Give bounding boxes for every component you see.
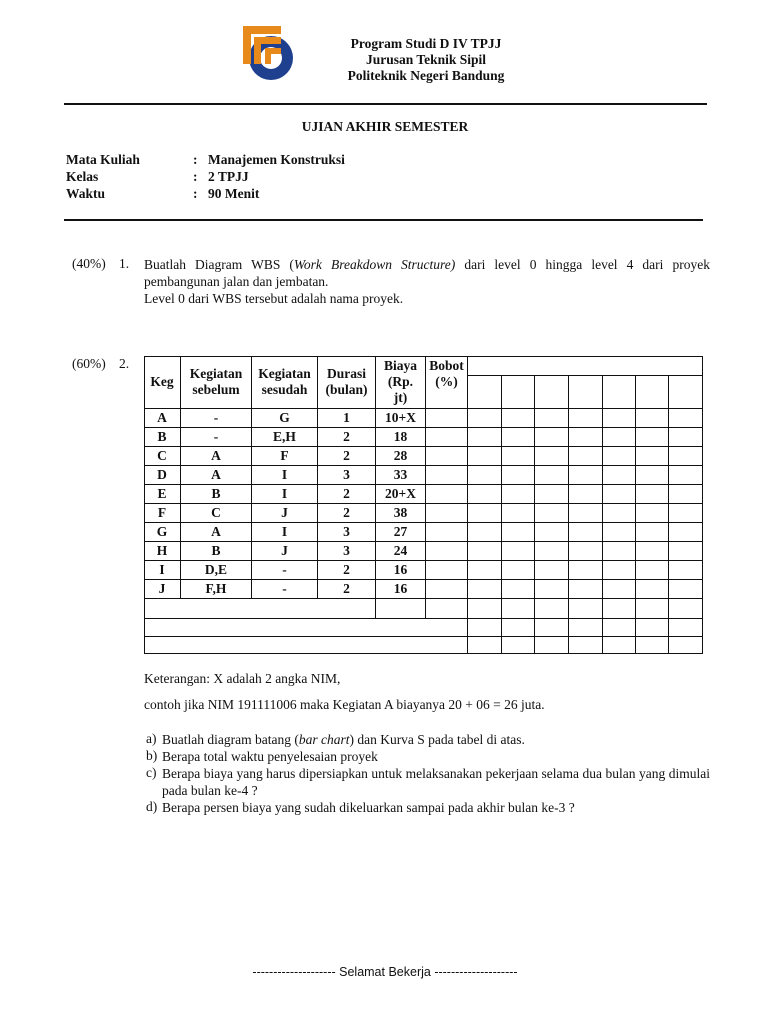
table-cell-keg: I [159,562,165,577]
info-value-time: 90 Menit [208,186,260,201]
table-cell-durasi: 2 [343,581,350,596]
question-1-text-b: dari level 0 hingga level 4 dari proyek pembangunan jalan dan jembatan. [144,257,710,289]
table-cell-kegiatan-sebelum: B [211,543,221,558]
table-cell-kegiatan-sebelum: - [213,429,219,444]
activity-table [144,356,703,654]
table-cell-kegiatan-sebelum: B [211,486,221,501]
table-cell-kegiatan-sebelum: F,H [205,581,227,596]
table-cell-durasi: 3 [343,543,350,558]
info-value-course: Manajemen Konstruksi [208,152,345,167]
header-kegiatan-sebelum: Kegiatan sebelum [189,366,243,397]
header-program: Program Studi D IV TPJJ [350,36,502,51]
table-cell-keg: J [158,581,166,596]
table-cell-keg: G [156,524,168,539]
info-value-class: 2 TPJJ [208,169,249,184]
table-cell-durasi: 2 [343,448,350,463]
header-institution: Politeknik Negeri Bandung [347,68,505,83]
question-1-text-a: Buatlah Diagram WBS ( [144,257,294,272]
table-cell-kegiatan-sebelum: D,E [204,562,228,577]
footer-closing: -------------------- Selamat Bekerja -------------------- [252,965,518,979]
question-1-weight: (40%) [72,256,106,271]
table-cell-durasi: 1 [343,410,350,425]
table-cell-biaya: 28 [393,448,408,463]
header-durasi: Durasi (bulan) [325,366,368,397]
table-cell-kegiatan-sesudah: I [281,467,288,482]
info-colon: : [193,152,198,167]
info-colon: : [193,186,198,201]
table-cell-durasi: 2 [343,562,350,577]
question-1-text [144,256,710,307]
table-cell-keg: E [157,486,167,501]
institution-logo [241,24,299,84]
table-cell-kegiatan-sebelum: A [211,467,221,482]
subquestion-b-text: Berapa total waktu penyelesaian proyek [162,749,378,764]
table-cell-kegiatan-sesudah: I [281,486,288,501]
table-cell-kegiatan-sebelum: C [211,505,221,520]
table-cell-biaya: 38 [393,505,408,520]
question-1-number: 1. [119,256,130,271]
table-cell-biaya: 24 [393,543,408,558]
table-cell-kegiatan-sesudah: G [279,410,290,425]
table-cell-kegiatan-sesudah: - [282,581,287,596]
header-divider [64,103,707,105]
table-cell-kegiatan-sesudah: I [281,524,288,539]
table-cell-biaya: 27 [393,524,408,539]
table-cell-kegiatan-sesudah: F [280,448,289,463]
header-keg: Keg [150,374,174,389]
info-divider [64,219,703,221]
table-cell-kegiatan-sesudah: E,H [273,429,296,444]
question-2-number: 2. [119,356,130,371]
table-cell-keg: C [157,448,167,463]
table-cell-keg: F [157,505,167,520]
info-label-time: Waktu [66,186,106,201]
table-cell-durasi: 2 [343,486,350,501]
info-colon: : [193,169,198,184]
table-cell-biaya: 20+X [385,486,416,501]
table-cell-durasi: 2 [343,505,350,520]
subquestion-d-text: Berapa persen biaya yang sudah dikeluarkan sampai pada akhir bulan ke-3 ? [162,800,575,815]
table-cell-biaya: 18 [393,429,408,444]
table-cell-keg: B [157,429,167,444]
table-cell-durasi: 2 [343,429,350,444]
table-cell-kegiatan-sesudah: J [281,543,288,558]
note-example: contoh jika NIM 191111006 maka Kegiatan A biayanya 20 + 06 = 26 juta. [144,697,545,712]
table-cell-kegiatan-sesudah: J [281,505,288,520]
table-cell-keg: A [157,410,167,425]
table-cell-kegiatan-sebelum: A [211,448,221,463]
info-label-course: Mata Kuliah [66,152,140,167]
table-cell-kegiatan-sesudah: - [282,562,287,577]
table-cell-biaya: 16 [393,562,408,577]
table-cell-kegiatan-sebelum: A [211,524,221,539]
subquestion-b-letter: b) [146,748,158,763]
subquestion-a-letter: a) [146,731,157,746]
subquestion-c-letter: c) [146,765,157,780]
exam-title: UJIAN AKHIR SEMESTER [301,119,469,134]
table-cell-biaya: 33 [393,467,408,482]
header-bobot: Bobot (%) [429,358,464,389]
note-keterangan: Keterangan: X adalah 2 angka NIM, [144,671,341,686]
question-1-text-italic: Work Breakdown Structure) [293,257,456,272]
subquestion-d-letter: d) [146,799,158,814]
table-cell-kegiatan-sebelum: - [213,410,219,425]
table-cell-biaya: 10+X [385,410,416,425]
header-department: Jurusan Teknik Sipil [365,52,487,67]
info-label-class: Kelas [66,169,99,184]
subquestion-c-text: Berapa biaya yang harus dipersiapkan untuk melaksanakan pekerjaan selama dua bulan yang dimulai pada bulan ke-4 ? [162,766,710,798]
table-cell-keg: H [156,543,168,558]
table-cell-durasi: 3 [343,524,350,539]
header-biaya: Biaya (Rp. jt) [383,358,417,405]
question-1-text-line2: Level 0 dari WBS tersebut adalah nama proyek. [144,291,404,306]
subquestion-a-text: Buatlah diagram batang (bar chart) dan Kurva S pada tabel di atas. [162,732,525,747]
table-cell-keg: D [157,467,167,482]
question-2-weight: (60%) [72,356,106,371]
table-cell-biaya: 16 [393,581,408,596]
table-cell-durasi: 3 [343,467,350,482]
header-kegiatan-sesudah: Kegiatan sesudah [258,366,311,397]
